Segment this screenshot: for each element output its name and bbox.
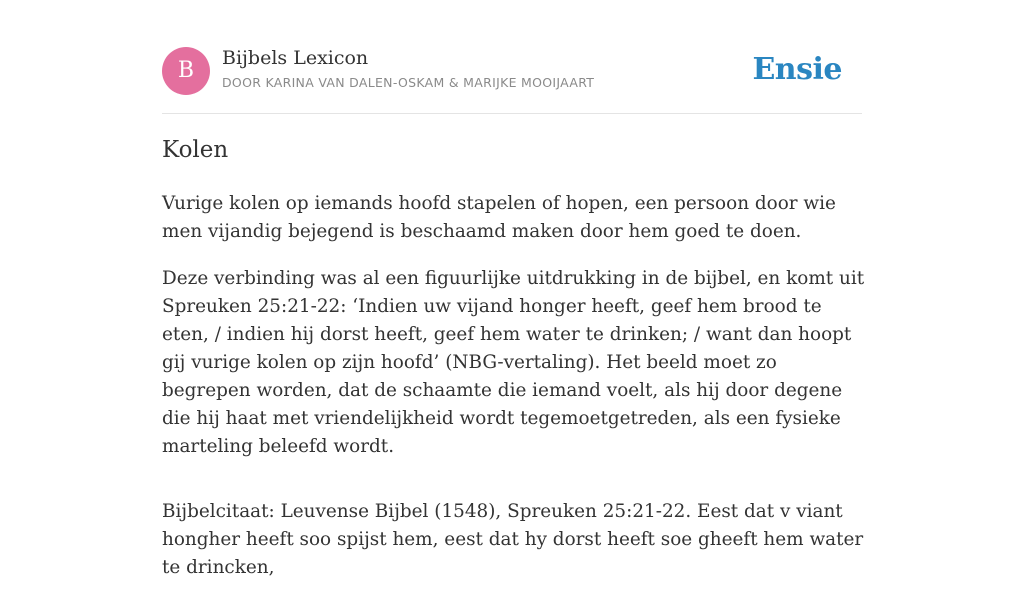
entry-headword: Kolen — [162, 137, 229, 163]
book-authors: DOOR KARINA VAN DALEN-OSKAM & MARIJKE MOOIJAART — [222, 75, 595, 90]
header-divider — [162, 113, 862, 114]
ensie-logo[interactable]: Ensie — [752, 52, 842, 87]
book-title-link[interactable]: Bijbels Lexicon — [222, 47, 369, 69]
book-avatar[interactable]: B — [162, 47, 210, 95]
book-header — [162, 47, 862, 113]
entry-explanation: Deze verbinding was al een figuurlijke uitdrukking in de bijbel, en komt uit Spreuken 25:21-22: ‘Indien uw vijand honger heeft, geef hem brood te eten, / indien hij dorst heeft, geef hem water te drinken; / want dan hoopt gij vurige kolen op zijn hoofd’ (NBG-vertaling). Het beeld moet zo begrepen worden, dat de schaamte die iemand voelt, als hij door degene die hij haat met vriendelijkheid wordt tegemoetgetreden, als een fysieke marteling beleefd wordt. — [162, 268, 865, 457]
entry-content — [162, 190, 867, 601]
entry-definition: Vurige kolen op iemands hoofd stapelen of hopen, een persoon door wie men vijandig bejegend is beschaamd maken door hem goed te doen. — [162, 193, 836, 242]
entry-bible-quote: Bijbelcitaat: Leuvense Bijbel (1548), Spreuken 25:21-22. Eest dat v viant hongher heeft soo spijst hem, eest dat hy dorst heeft soe gheeft hem water te drincken, — [162, 501, 864, 578]
